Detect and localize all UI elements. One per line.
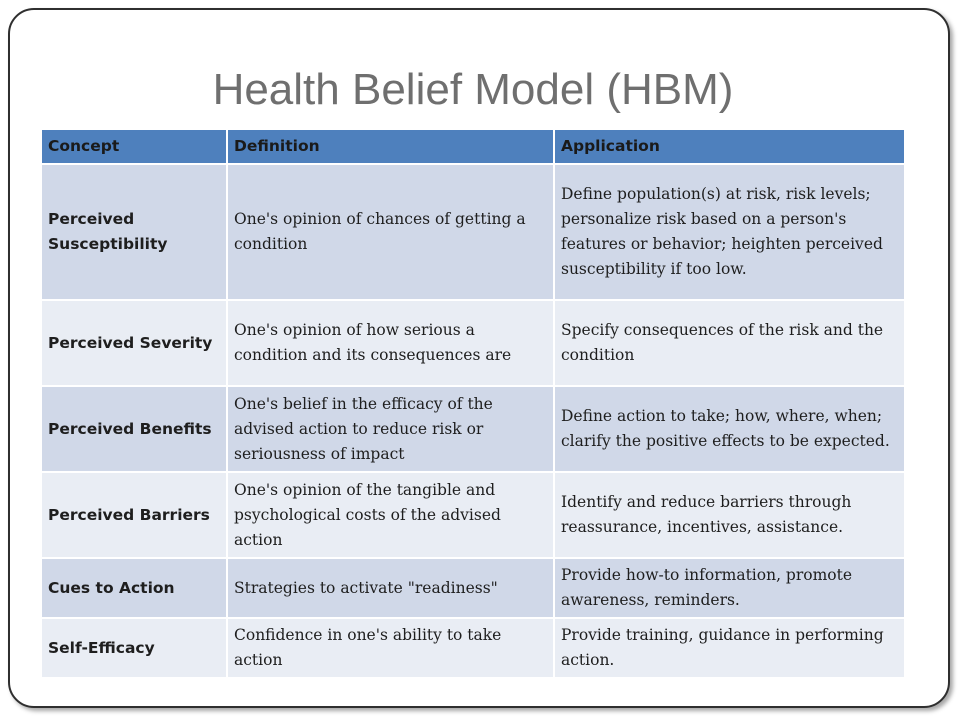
concept-cell: Perceived Severity <box>41 300 227 386</box>
concept-cell: Perceived Barriers <box>41 472 227 558</box>
table-header-row <box>41 129 905 164</box>
table-row <box>41 386 905 472</box>
application-cell: Provide how-to information, promote awareness, reminders. <box>554 558 905 618</box>
hbm-table <box>40 128 906 679</box>
table-row <box>41 300 905 386</box>
application-cell: Define population(s) at risk, risk levels; personalize risk based on a person's features or behavior; heighten perceived susceptibility if too low. <box>554 164 905 300</box>
definition-cell: Confidence in one's ability to take action <box>227 618 554 678</box>
table-row <box>41 472 905 558</box>
table-row <box>41 558 905 618</box>
application-cell: Provide training, guidance in performing action. <box>554 618 905 678</box>
application-cell: Specify consequences of the risk and the condition <box>554 300 905 386</box>
definition-cell: One's belief in the efficacy of the advised action to reduce risk or seriousness of impact <box>227 386 554 472</box>
concept-cell: Cues to Action <box>41 558 227 618</box>
table-row <box>41 618 905 678</box>
concept-cell: Perceived Susceptibility <box>41 164 227 300</box>
header-application: Application <box>554 129 905 164</box>
definition-cell: Strategies to activate "readiness" <box>227 558 554 618</box>
definition-cell: One's opinion of the tangible and psychological costs of the advised action <box>227 472 554 558</box>
application-cell: Identify and reduce barriers through reassurance, incentives, assistance. <box>554 472 905 558</box>
header-concept: Concept <box>41 129 227 164</box>
header-definition: Definition <box>227 129 554 164</box>
concept-cell: Self-Efficacy <box>41 618 227 678</box>
concept-cell: Perceived Benefits <box>41 386 227 472</box>
application-cell: Define action to take; how, where, when; clarify the positive effects to be expected. <box>554 386 905 472</box>
definition-cell: One's opinion of chances of getting a condition <box>227 164 554 300</box>
slide-title: Health Belief Model (HBM) <box>212 65 734 114</box>
table-row <box>41 164 905 300</box>
definition-cell: One's opinion of how serious a condition and its consequences are <box>227 300 554 386</box>
